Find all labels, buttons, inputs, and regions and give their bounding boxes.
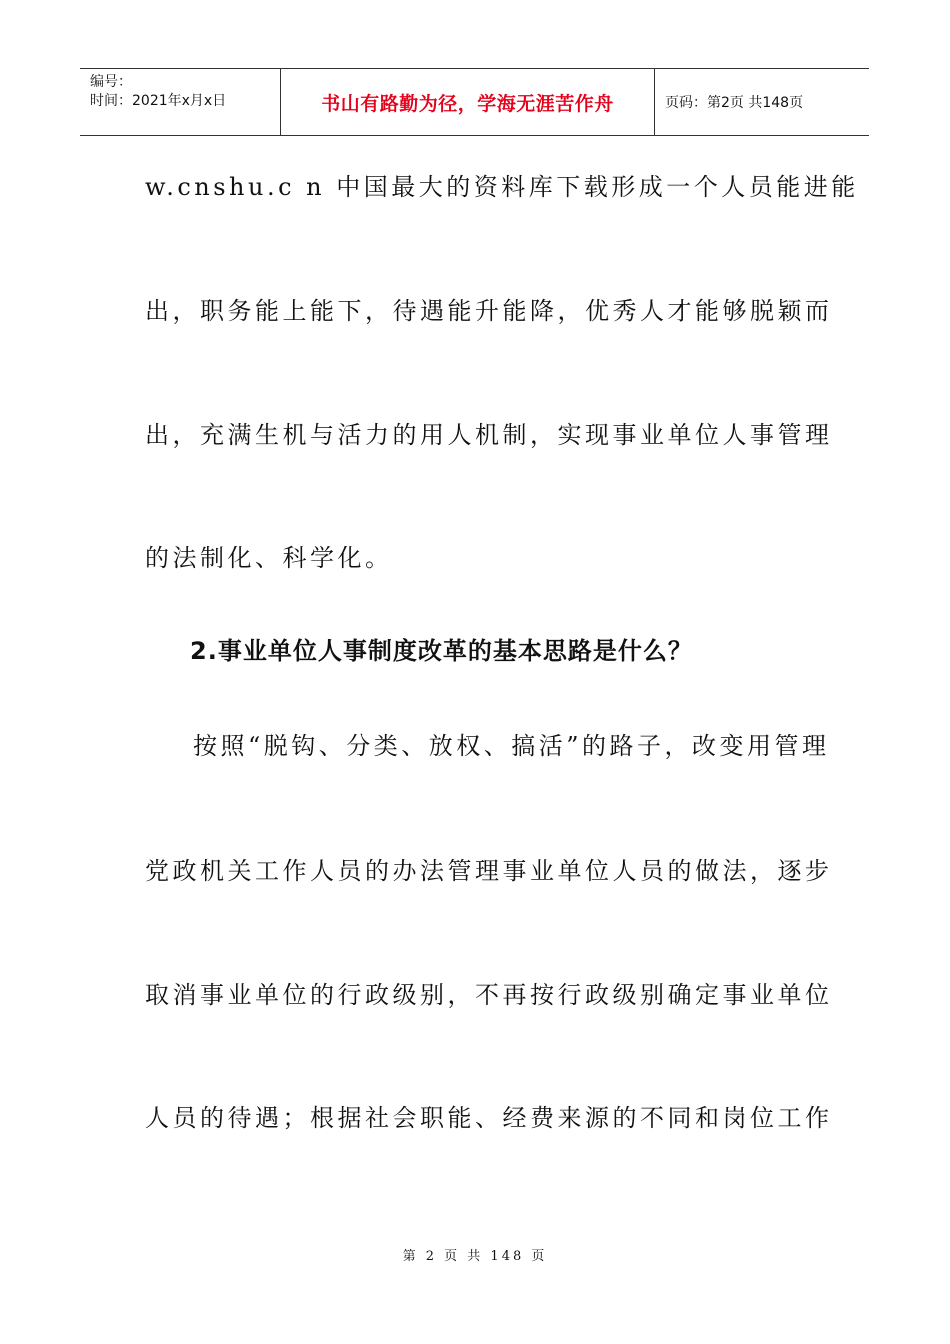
body-line-2: 出，职务能上能下，待遇能升能降，优秀人才能够脱颖而 bbox=[145, 297, 833, 325]
serial-number-label: 编号： bbox=[90, 74, 132, 90]
body-line-6: 党政机关工作人员的办法管理事业单位人员的做法，逐步 bbox=[145, 857, 833, 885]
body-line-4: 的法制化、科学化。 bbox=[145, 544, 393, 572]
body-line-3: 出，充满生机与活力的用人机制，实现事业单位人事管理 bbox=[145, 421, 833, 449]
body-line-8: 人员的待遇；根据社会职能、经费来源的不同和岗位工作 bbox=[145, 1104, 833, 1132]
page-header bbox=[80, 68, 869, 136]
page-footer: 第 2 页 共 148 页 bbox=[402, 1249, 548, 1264]
body-line-1: w.cnshu.c n 中国最大的资料库下载形成一个人员能进能 bbox=[145, 173, 859, 201]
header-motto: 书山有路勤为径，学海无涯苦作舟 bbox=[281, 69, 655, 135]
header-page-number: 页码：第2页 共148页 bbox=[665, 95, 804, 111]
header-meta bbox=[80, 69, 281, 135]
section-heading: 2.事业单位人事制度改革的基本思路是什么？ bbox=[190, 637, 693, 665]
body-line-7: 取消事业单位的行政级别，不再按行政级别确定事业单位 bbox=[145, 981, 833, 1009]
body-line-5: 按照“脱钩、分类、放权、搞活”的路子，改变用管理 bbox=[193, 732, 830, 760]
date-label: 时间：2021年x月x日 bbox=[90, 93, 227, 109]
